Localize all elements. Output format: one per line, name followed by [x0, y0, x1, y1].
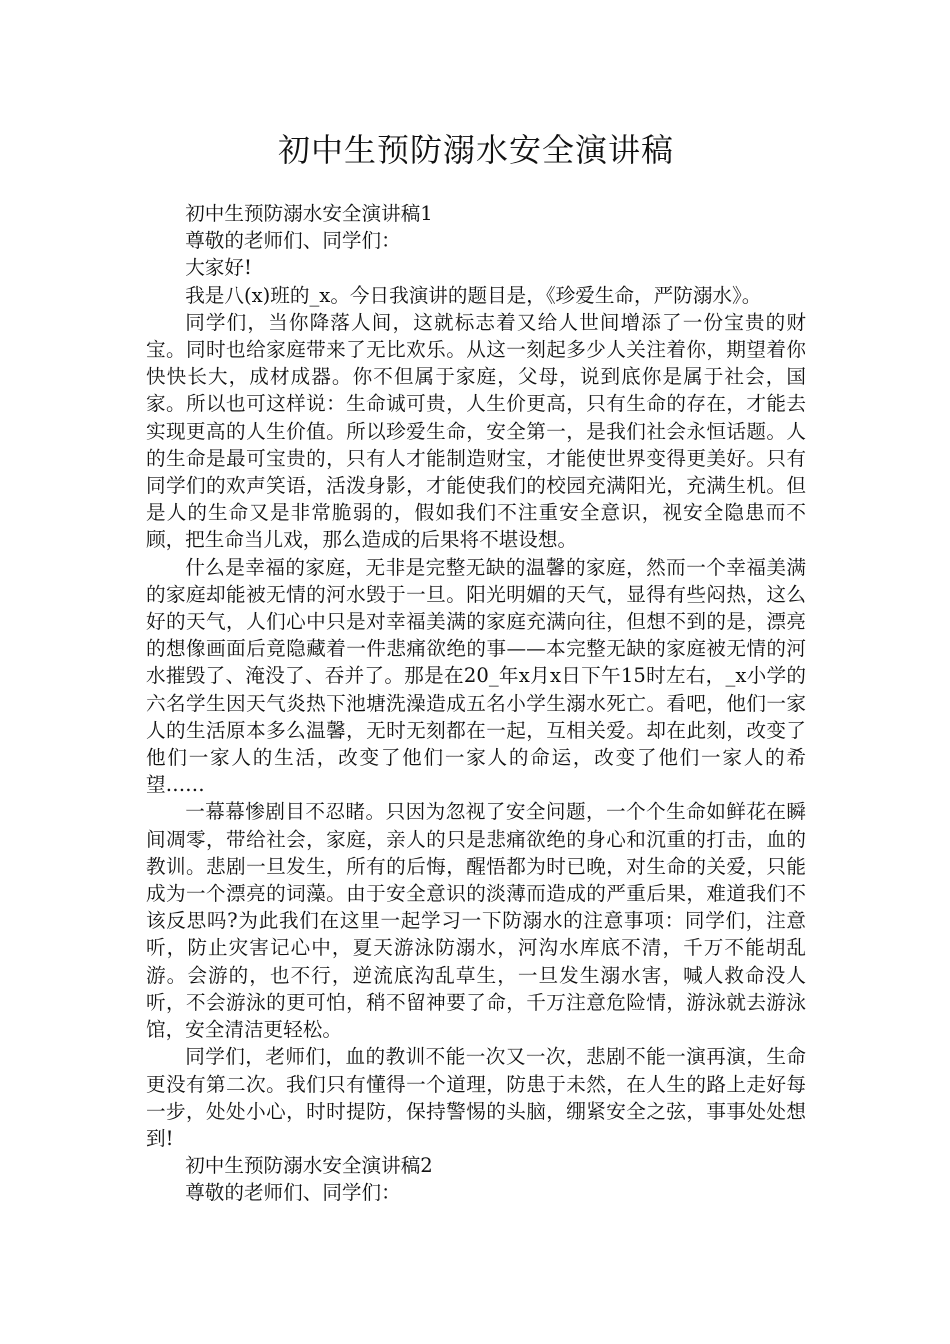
paragraph-body: 什么是幸福的家庭，无非是完整无缺的温馨的家庭，然而一个幸福美满的家庭却能被无情的河水毁于一旦。阳光明媚的天气，显得有些闷热，这么好的天气，人们心中只是对幸福美满的家庭充满向往，但想不到的是，漂亮的想像画面后竟隐藏着一件悲痛欲绝的事——本完整无缺的家庭被无情的河水摧毁了、淹没了、吞并了。那是在20_年x月x日下午15时左右，_x小学的六名学生因天气炎热下池塘洗澡造成五名小学生溺水死亡。看吧，他们一家人的生活原本多么温馨，无时无刻都在一起，互相关爱。却在此刻，改变了他们一家人的生活，改变了他们一家人的命运，改变了他们一家人的希望…… — [146, 555, 806, 797]
paragraph-body: 一幕幕惨剧目不忍睹。只因为忽视了安全问题，一个个生命如鲜花在瞬间凋零，带给社会，家庭，亲人的只是悲痛欲绝的身心和沉重的打击，血的教训。悲剧一旦发生，所有的后悔，醒悟都为时已晚，对生命的关爱，只能成为一个漂亮的词藻。由于安全意识的淡薄而造成的严重后果，难道我们不该反思吗?为此我们在这里一起学习一下防溺水的注意事项：同学们，注意听，防止灾害记心中，夏天游泳防溺水，河沟水库底不清，千万不能胡乱游。会游的，也不行，逆流底沟乱草生，一旦发生溺水害，喊人救命没人听，不会游泳的更可怕，稍不留神要了命，千万注意危险情，游泳就去游泳馆，安全清洁更轻松。 — [146, 800, 806, 1042]
salutation-1: 尊敬的老师们、同学们： — [185, 229, 401, 253]
paragraph-body: 同学们，当你降落人间，这就标志着又给人世间增添了一份宝贵的财宝。同时也给家庭带来了无比欢乐。从这一刻起多少人关注着你，期望着你快快长大，成材成器。你不但属于家庭，父母，说到底你是属于社会，国家。所以也可这样说：生命诚可贵，人生价更高，只有生命的存在，才能去实现更高的人生价值。所以珍爱生命，安全第一，是我们社会永恒话题。人的生命是最可宝贵的，只有人才能制造财宝，才能使世界变得更美好。只有同学们的欢声笑语，活泼身影，才能使我们的校园充满阳光，充满生机。但是人的生命又是非常脆弱的，假如我们不注重安全意识，视安全隐患而不顾，把生命当儿戏，那么造成的后果将不堪设想。 — [146, 310, 806, 552]
section-heading-2: 初中生预防溺水安全演讲稿2 — [185, 1154, 433, 1178]
paragraph-conclusion: 同学们，老师们，血的教训不能一次又一次，悲剧不能一演再演，生命更没有第二次。我们只有懂得一个道理，防患于未然，在人生的路上走好每一步，处处小心，时时提防，保持警惕的头脑，绷紧安全之弦，事事处处想到! — [146, 1045, 806, 1150]
paragraph-intro: 我是八(x)班的_x。今日我演讲的题目是，《珍爱生命，严防溺水》。 — [185, 283, 762, 307]
greeting: 大家好! — [185, 256, 252, 280]
section-heading-1: 初中生预防溺水安全演讲稿1 — [185, 202, 433, 225]
document-page — [146, 128, 806, 1207]
document-title: 初中生预防溺水安全演讲稿 — [277, 131, 674, 169]
salutation-2: 尊敬的老师们、同学们： — [185, 1181, 401, 1205]
